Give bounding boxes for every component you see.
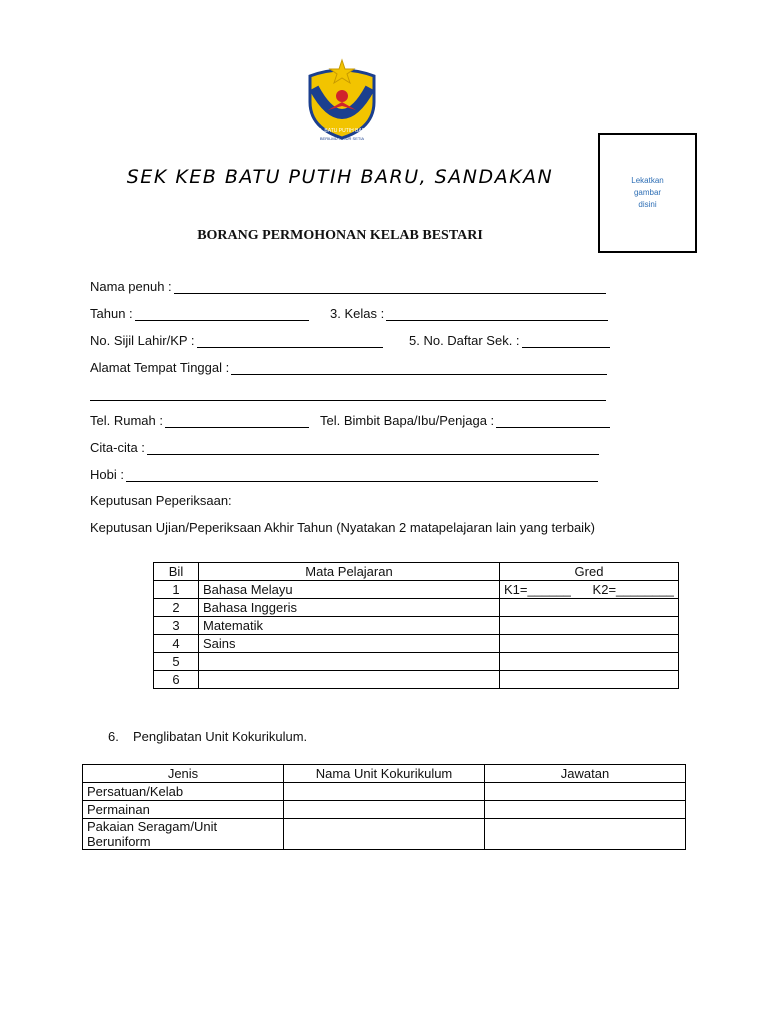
cell-bil: 1 <box>154 581 199 599</box>
photo-label-1: Lekatkan <box>631 176 664 185</box>
form-title: BORANG PERMOHONAN KELAB BESTARI <box>197 228 483 243</box>
cell-subject[interactable] <box>199 671 500 689</box>
photo-label-3: disini <box>638 200 657 209</box>
input-line-tahun[interactable] <box>135 309 309 321</box>
input-line-alamat[interactable] <box>231 363 607 375</box>
field-cita[interactable] <box>90 440 599 455</box>
cell-gred[interactable] <box>500 671 679 689</box>
cell-jawatan[interactable] <box>485 819 686 850</box>
header-bil: Bil <box>154 563 199 581</box>
cocurricular-table <box>82 764 686 850</box>
field-alamat[interactable] <box>90 360 607 375</box>
label-kelas: 3. Kelas : <box>330 306 385 321</box>
results-header-row <box>154 563 679 581</box>
cell-bil: 3 <box>154 617 199 635</box>
input-line-cita[interactable] <box>147 443 599 455</box>
header-gred: Gred <box>500 563 679 581</box>
photo-label-2: gambar <box>633 188 662 197</box>
cocurricular-header-row <box>83 765 686 783</box>
input-line-nama[interactable] <box>174 282 606 294</box>
label-daftar: 5. No. Daftar Sek. : <box>409 333 520 348</box>
cell-jenis: Persatuan/Kelab <box>83 783 284 801</box>
input-line-hobi[interactable] <box>126 470 598 482</box>
header-nama-unit: Nama Unit Kokurikulum <box>284 765 485 783</box>
field-kelas[interactable] <box>330 306 608 321</box>
input-line-daftar[interactable] <box>522 336 610 348</box>
table-row <box>154 581 679 599</box>
cell-nama-unit[interactable] <box>284 801 485 819</box>
label-cita: Cita-cita : <box>90 440 145 455</box>
cell-jawatan[interactable] <box>485 783 686 801</box>
label-tel-bimbit: Tel. Bimbit Bapa/Ibu/Penjaga : <box>320 413 495 428</box>
section-6-title: Penglibatan Unit Kokurikulum. <box>133 729 308 744</box>
logo-motto: BERILMU JUJUR SETIA <box>319 136 365 141</box>
table-row <box>83 801 686 819</box>
cell-bil: 4 <box>154 635 199 653</box>
school-crest-logo <box>300 58 384 142</box>
input-line-sijil[interactable] <box>197 336 383 348</box>
label-hobi: Hobi : <box>90 467 124 482</box>
label-nama: Nama penuh : <box>90 279 172 294</box>
field-sijil[interactable] <box>90 333 383 348</box>
header-mata-pelajaran: Mata Pelajaran <box>199 563 500 581</box>
label-keputusan-ujian: Keputusan Ujian/Peperiksaan Akhir Tahun (Nyatakan 2 matapelajaran lain yang terbaik) <box>90 520 595 535</box>
cell-subject: Matematik <box>199 617 500 635</box>
label-tel-rumah: Tel. Rumah : <box>90 413 163 428</box>
field-nama[interactable] <box>90 279 606 294</box>
cell-gred[interactable] <box>500 599 679 617</box>
table-row <box>83 783 686 801</box>
cell-jenis: Permainan <box>83 801 284 819</box>
photo-placeholder-box <box>598 133 697 253</box>
label-sijil: No. Sijil Lahir/KP : <box>90 333 195 348</box>
input-line-kelas[interactable] <box>386 309 608 321</box>
table-row <box>154 617 679 635</box>
field-tel-bimbit[interactable] <box>320 413 610 428</box>
section-6-number: 6. <box>108 729 119 744</box>
header-jawatan: Jawatan <box>485 765 686 783</box>
cell-jawatan[interactable] <box>485 801 686 819</box>
table-row <box>154 671 679 689</box>
label-alamat: Alamat Tempat Tinggal : <box>90 360 230 375</box>
cell-gred[interactable] <box>500 653 679 671</box>
label-keputusan: Keputusan Peperiksaan: <box>90 493 232 508</box>
cell-jenis: Pakaian Seragam/Unit Beruniform <box>83 819 284 850</box>
cell-bil: 5 <box>154 653 199 671</box>
logo-text: SK. BATU PUTIH BARU <box>314 128 370 134</box>
results-table <box>153 562 679 689</box>
cell-gred[interactable] <box>500 635 679 653</box>
table-row <box>83 819 686 850</box>
cell-subject: Bahasa Melayu <box>199 581 500 599</box>
field-daftar[interactable] <box>409 333 610 348</box>
field-tel-rumah[interactable] <box>90 413 309 428</box>
table-row <box>154 599 679 617</box>
cell-subject: Sains <box>199 635 500 653</box>
cell-gred[interactable]: K1=______ K2=________ <box>500 581 679 599</box>
cell-nama-unit[interactable] <box>284 819 485 850</box>
cell-bil: 6 <box>154 671 199 689</box>
header-jenis: Jenis <box>83 765 284 783</box>
label-tahun: Tahun : <box>90 306 133 321</box>
cell-subject: Bahasa Inggeris <box>199 599 500 617</box>
cell-bil: 2 <box>154 599 199 617</box>
cell-subject[interactable] <box>199 653 500 671</box>
input-line-tel-rumah[interactable] <box>165 416 309 428</box>
cell-gred[interactable] <box>500 617 679 635</box>
field-tahun[interactable] <box>90 306 309 321</box>
school-name: SEK KEB BATU PUTIH BARU, SANDAKAN <box>126 166 554 188</box>
cell-nama-unit[interactable] <box>284 783 485 801</box>
input-line-tel-bimbit[interactable] <box>496 416 610 428</box>
table-row <box>154 653 679 671</box>
input-line-alamat-2[interactable] <box>90 399 606 401</box>
table-row <box>154 635 679 653</box>
field-hobi[interactable] <box>90 467 598 482</box>
